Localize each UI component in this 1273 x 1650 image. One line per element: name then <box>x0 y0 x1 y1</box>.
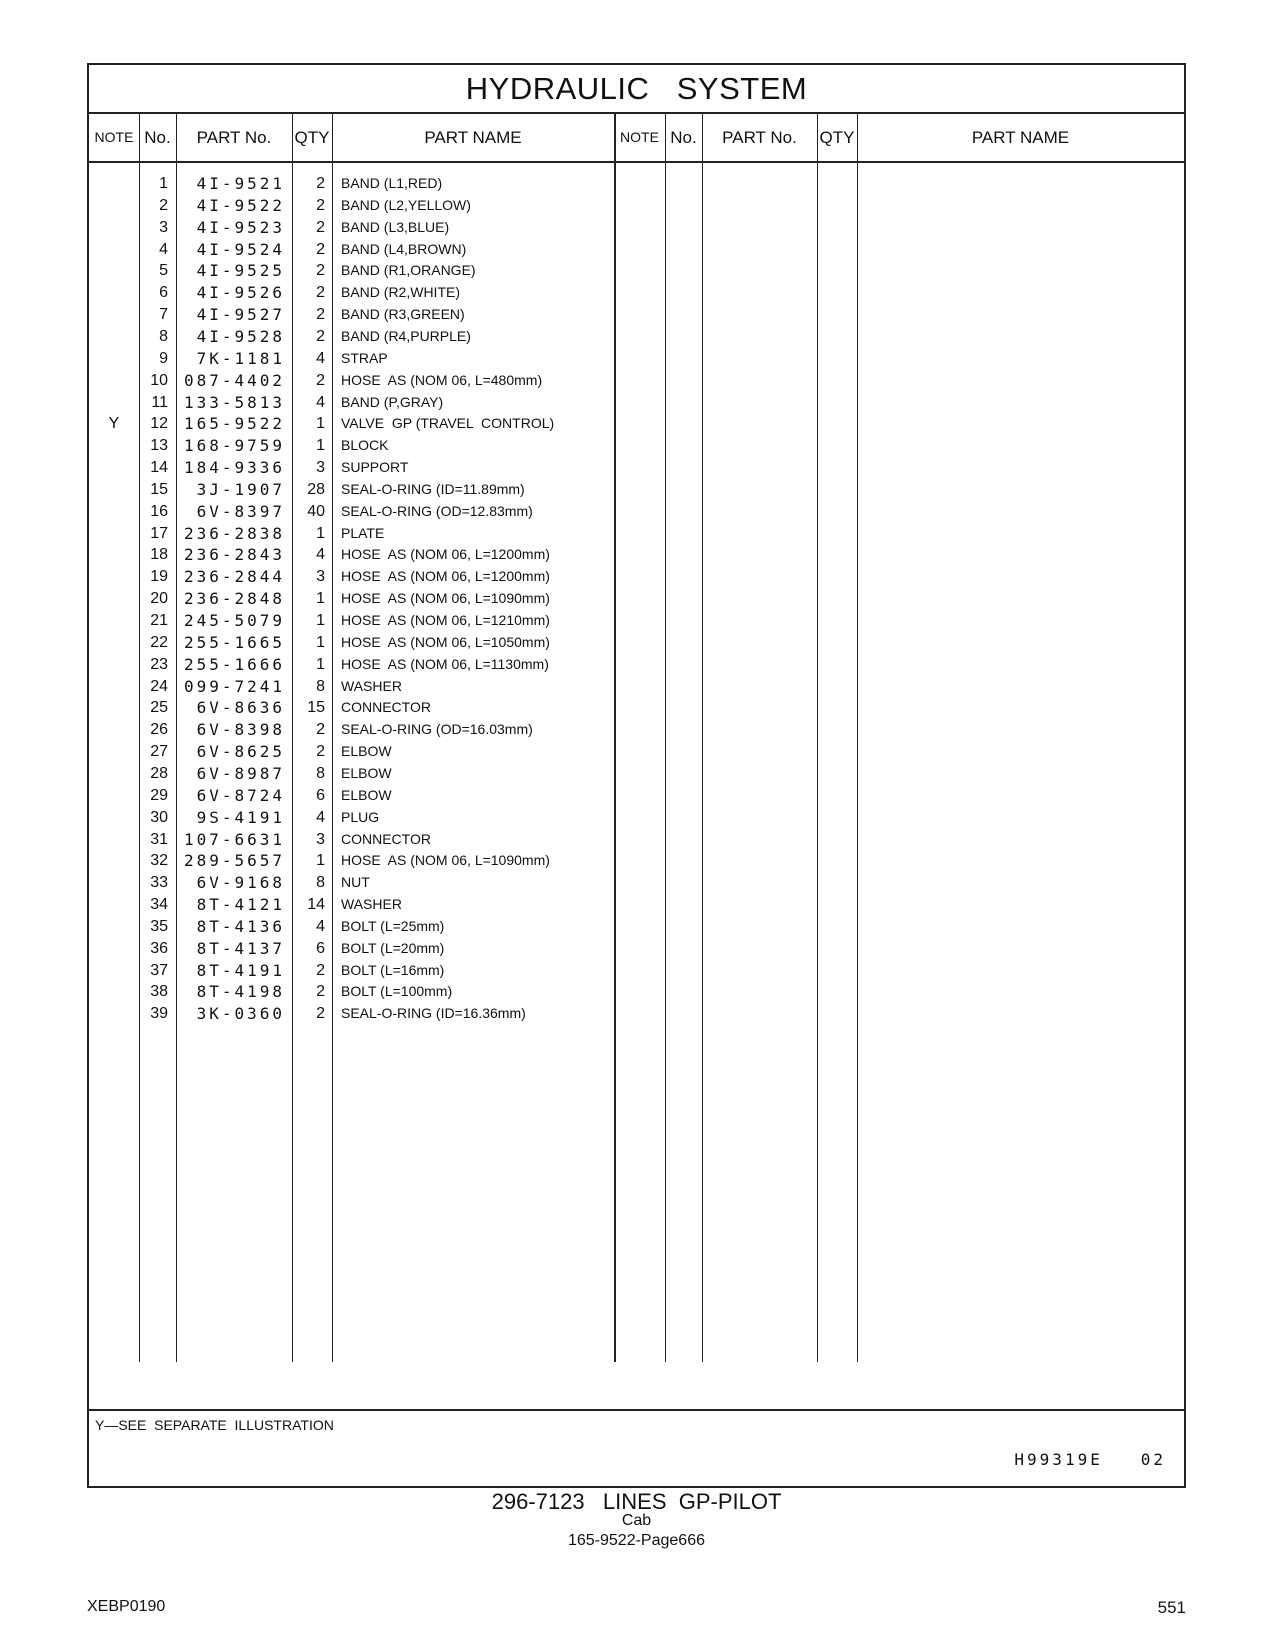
row-note <box>89 609 139 632</box>
row-note <box>89 828 139 851</box>
parts-table-frame <box>87 63 1186 1488</box>
doc-reference: H99319E 02 <box>1014 1450 1166 1469</box>
column-divider <box>665 112 666 1362</box>
row-part-number: 8T-4137 <box>196 939 285 958</box>
row-note <box>89 478 139 501</box>
row-part-name: VALVE GP (TRAVEL CONTROL) <box>341 415 555 431</box>
row-number: 30 <box>150 809 168 826</box>
row-note <box>89 915 139 938</box>
section-title-text: HYDRAULIC SYSTEM <box>465 71 808 106</box>
row-number: 35 <box>150 918 168 935</box>
row-part-number: 6V-8724 <box>196 786 285 805</box>
column-divider <box>332 112 333 1362</box>
row-note <box>89 806 139 829</box>
row-part-number: 7K-1181 <box>196 349 285 368</box>
row-number: 31 <box>150 831 168 848</box>
row-note <box>89 238 139 261</box>
row-number: 23 <box>150 656 168 673</box>
row-quantity: 8 <box>316 874 325 891</box>
column-divider <box>857 112 858 1362</box>
row-quantity: 6 <box>316 787 325 804</box>
row-part-name: BOLT (L=20mm) <box>341 940 445 956</box>
row-part-name: WASHER <box>341 678 402 694</box>
row-part-name: HOSE AS (NOM 06, L=1130mm) <box>341 656 549 672</box>
footer-divider <box>89 1409 1184 1411</box>
row-part-number: 4I-9527 <box>196 305 285 324</box>
row-part-name: BOLT (L=100mm) <box>341 983 453 999</box>
row-quantity: 3 <box>316 459 325 476</box>
row-note <box>89 500 139 523</box>
row-quantity: 4 <box>316 394 325 411</box>
row-note <box>89 849 139 872</box>
row-part-name: PLATE <box>341 525 385 541</box>
row-part-name: SEAL-O-RING (ID=11.89mm) <box>341 481 525 497</box>
row-quantity: 2 <box>316 241 325 258</box>
section-title <box>89 65 1184 114</box>
row-quantity: 1 <box>316 590 325 607</box>
caption-subtitle: Cab <box>621 1512 652 1529</box>
row-quantity: 4 <box>316 918 325 935</box>
header-divider <box>89 161 1184 163</box>
document-code: XEBP0190 <box>87 1598 166 1615</box>
row-quantity: 40 <box>307 503 325 520</box>
row-number: 36 <box>150 940 168 957</box>
row-number: 19 <box>150 568 168 585</box>
row-note <box>89 696 139 719</box>
row-part-name: SEAL-O-RING (OD=16.03mm) <box>341 721 533 737</box>
row-quantity: 4 <box>316 809 325 826</box>
page-number: 551 <box>1157 1598 1186 1617</box>
row-number: 39 <box>150 1005 168 1022</box>
row-quantity: 8 <box>316 765 325 782</box>
row-number: 18 <box>150 546 168 563</box>
header-partno-right: PART No. <box>722 128 797 147</box>
row-note <box>89 1002 139 1025</box>
row-note: Y <box>108 415 120 432</box>
row-note <box>89 522 139 545</box>
row-quantity: 4 <box>316 546 325 563</box>
row-part-number: 236-2838 <box>183 524 285 543</box>
row-number: 24 <box>150 678 168 695</box>
row-note <box>89 259 139 282</box>
row-number: 12 <box>150 415 168 432</box>
row-part-number: 107-6631 <box>183 830 285 849</box>
row-part-name: SEAL-O-RING (OD=12.83mm) <box>341 503 533 519</box>
row-quantity: 4 <box>316 350 325 367</box>
row-part-name: BAND (L3,BLUE) <box>341 219 450 235</box>
row-number: 6 <box>159 284 168 301</box>
header-partname-right: PART NAME <box>971 128 1070 147</box>
row-part-number: 4I-9526 <box>196 283 285 302</box>
row-quantity: 2 <box>316 983 325 1000</box>
row-quantity: 3 <box>316 831 325 848</box>
row-number: 27 <box>150 743 168 760</box>
row-part-name: HOSE AS (NOM 06, L=480mm) <box>341 372 543 388</box>
row-note <box>89 369 139 392</box>
row-quantity: 15 <box>307 699 325 716</box>
row-part-number: 9S-4191 <box>196 808 285 827</box>
row-part-name: HOSE AS (NOM 06, L=1090mm) <box>341 590 550 606</box>
row-number: 14 <box>150 459 168 476</box>
footnote: Y—SEE SEPARATE ILLUSTRATION <box>95 1417 334 1433</box>
row-number: 21 <box>150 612 168 629</box>
row-part-name: HOSE AS (NOM 06, L=1050mm) <box>341 634 550 650</box>
row-part-name: PLUG <box>341 809 380 825</box>
row-quantity: 1 <box>316 852 325 869</box>
row-number: 7 <box>159 306 168 323</box>
row-note <box>89 434 139 457</box>
row-quantity: 1 <box>316 437 325 454</box>
header-note-right: NOTE <box>620 129 659 145</box>
row-part-number: 099-7241 <box>183 677 285 696</box>
row-note <box>89 543 139 566</box>
row-number: 34 <box>150 896 168 913</box>
row-part-number: 165-9522 <box>183 414 285 433</box>
row-note <box>89 587 139 610</box>
row-note <box>89 391 139 414</box>
row-note <box>89 980 139 1003</box>
row-note <box>89 893 139 916</box>
row-number: 17 <box>150 525 168 542</box>
row-note <box>89 959 139 982</box>
row-quantity: 6 <box>316 940 325 957</box>
row-quantity: 8 <box>316 678 325 695</box>
row-part-name: BAND (R4,PURPLE) <box>341 328 471 344</box>
row-part-name: HOSE AS (NOM 06, L=1090mm) <box>341 852 550 868</box>
row-quantity: 1 <box>316 415 325 432</box>
row-note <box>89 194 139 217</box>
row-number: 8 <box>159 328 168 345</box>
row-quantity: 2 <box>316 175 325 192</box>
header-qty-right: QTY <box>819 128 855 147</box>
row-quantity: 2 <box>316 284 325 301</box>
row-quantity: 3 <box>316 568 325 585</box>
row-number: 13 <box>150 437 168 454</box>
row-number: 16 <box>150 503 168 520</box>
row-quantity: 2 <box>316 1005 325 1022</box>
row-part-number: 6V-8397 <box>196 502 285 521</box>
row-part-name: SUPPORT <box>341 459 409 475</box>
row-quantity: 2 <box>316 962 325 979</box>
row-part-number: 236-2843 <box>183 545 285 564</box>
header-no-left: No. <box>144 128 171 147</box>
row-note <box>89 565 139 588</box>
row-part-number: 4I-9528 <box>196 327 285 346</box>
row-part-name: CONNECTOR <box>341 699 431 715</box>
row-part-number: 6V-9168 <box>196 873 285 892</box>
header-partname-left: PART NAME <box>424 128 522 147</box>
row-part-name: ELBOW <box>341 743 392 759</box>
row-part-number: 8T-4136 <box>196 917 285 936</box>
row-part-name: ELBOW <box>341 787 392 803</box>
row-quantity: 1 <box>316 525 325 542</box>
row-note <box>89 871 139 894</box>
row-part-number: 4I-9525 <box>196 261 285 280</box>
row-part-number: 3J-1907 <box>196 480 285 499</box>
row-part-number: 4I-9523 <box>196 218 285 237</box>
row-quantity: 2 <box>316 721 325 738</box>
row-number: 15 <box>150 481 168 498</box>
row-part-name: BAND (P,GRAY) <box>341 394 444 410</box>
row-part-number: 8T-4191 <box>196 961 285 980</box>
row-number: 37 <box>150 962 168 979</box>
row-number: 26 <box>150 721 168 738</box>
row-note <box>89 718 139 741</box>
column-divider <box>702 112 703 1362</box>
row-part-number: 289-5657 <box>183 851 285 870</box>
row-part-number: 6V-8625 <box>196 742 285 761</box>
header-qty-left: QTY <box>294 128 330 147</box>
row-number: 38 <box>150 983 168 1000</box>
row-number: 22 <box>150 634 168 651</box>
row-number: 1 <box>159 175 168 192</box>
header-note-left: NOTE <box>94 129 134 145</box>
row-part-name: HOSE AS (NOM 06, L=1210mm) <box>341 612 550 628</box>
row-number: 11 <box>151 394 168 411</box>
header-no-right: No. <box>670 128 697 147</box>
caption-page-ref: 165-9522-Page666 <box>567 1532 705 1549</box>
row-part-name: BAND (R2,WHITE) <box>341 284 460 300</box>
row-part-name: BAND (L4,BROWN) <box>341 241 467 257</box>
row-note <box>89 675 139 698</box>
row-note <box>89 937 139 960</box>
row-note <box>89 281 139 304</box>
row-note <box>89 347 139 370</box>
column-divider <box>614 112 616 1362</box>
row-quantity: 2 <box>316 306 325 323</box>
row-quantity: 2 <box>316 328 325 345</box>
row-number: 3 <box>159 219 168 236</box>
row-part-number: 6V-8398 <box>196 720 285 739</box>
row-part-name: CONNECTOR <box>341 831 431 847</box>
row-part-name: WASHER <box>341 896 402 912</box>
row-part-name: ELBOW <box>341 765 392 781</box>
column-divider <box>817 112 818 1362</box>
row-part-number: 8T-4121 <box>196 895 285 914</box>
row-part-name: HOSE AS (NOM 06, L=1200mm) <box>341 546 550 562</box>
row-part-name: NUT <box>341 874 370 890</box>
row-part-number: 6V-8987 <box>196 764 285 783</box>
row-part-name: HOSE AS (NOM 06, L=1200mm) <box>341 568 550 584</box>
row-quantity: 2 <box>316 197 325 214</box>
row-part-number: 236-2848 <box>183 589 285 608</box>
row-quantity: 1 <box>316 634 325 651</box>
row-number: 20 <box>150 590 168 607</box>
row-number: 4 <box>159 241 168 258</box>
row-part-number: 087-4402 <box>183 371 285 390</box>
caption-title: 296-7123 LINES GP-PILOT <box>491 1489 782 1514</box>
row-quantity: 2 <box>316 262 325 279</box>
row-part-number: 4I-9522 <box>196 196 285 215</box>
row-number: 29 <box>150 787 168 804</box>
row-note <box>89 631 139 654</box>
row-part-name: SEAL-O-RING (ID=16.36mm) <box>341 1005 526 1021</box>
row-part-number: 4I-9524 <box>196 240 285 259</box>
row-quantity: 14 <box>307 896 325 913</box>
row-part-name: BAND (L1,RED) <box>341 175 443 191</box>
row-number: 33 <box>150 874 168 891</box>
header-partno-left: PART No. <box>196 128 272 147</box>
row-part-number: 4I-9521 <box>196 174 285 193</box>
row-part-number: 3K-0360 <box>196 1004 285 1023</box>
row-number: 5 <box>159 262 168 279</box>
row-note <box>89 303 139 326</box>
row-part-name: BAND (R1,ORANGE) <box>341 262 476 278</box>
row-part-number: 184-9336 <box>183 458 285 477</box>
row-part-number: 245-5079 <box>183 611 285 630</box>
row-part-number: 8T-4198 <box>196 982 285 1001</box>
row-note <box>89 325 139 348</box>
row-part-name: BAND (R3,GREEN) <box>341 306 465 322</box>
row-part-name: BOLT (L=16mm) <box>341 962 445 978</box>
row-quantity: 28 <box>307 481 325 498</box>
row-note <box>89 653 139 676</box>
row-note <box>89 762 139 785</box>
row-part-name: BAND (L2,YELLOW) <box>341 197 471 213</box>
row-note <box>89 740 139 763</box>
row-note <box>89 784 139 807</box>
row-note <box>89 216 139 239</box>
row-part-name: BOLT (L=25mm) <box>341 918 445 934</box>
row-part-name: STRAP <box>341 350 388 366</box>
row-quantity: 1 <box>316 656 325 673</box>
row-part-number: 255-1665 <box>183 633 285 652</box>
row-part-name: BLOCK <box>341 437 389 453</box>
row-part-number: 133-5813 <box>183 393 285 412</box>
row-part-number: 236-2844 <box>183 567 285 586</box>
row-quantity: 2 <box>316 743 325 760</box>
row-number: 9 <box>159 350 168 367</box>
row-number: 28 <box>150 765 168 782</box>
row-note <box>89 172 139 195</box>
row-note <box>89 456 139 479</box>
row-part-number: 168-9759 <box>183 436 285 455</box>
row-number: 25 <box>150 699 168 716</box>
row-number: 32 <box>150 852 168 869</box>
row-quantity: 2 <box>316 219 325 236</box>
row-number: 2 <box>159 197 168 214</box>
row-part-number: 6V-8636 <box>196 698 285 717</box>
row-quantity: 1 <box>316 612 325 629</box>
row-number: 10 <box>150 372 168 389</box>
row-quantity: 2 <box>316 372 325 389</box>
row-part-number: 255-1666 <box>183 655 285 674</box>
